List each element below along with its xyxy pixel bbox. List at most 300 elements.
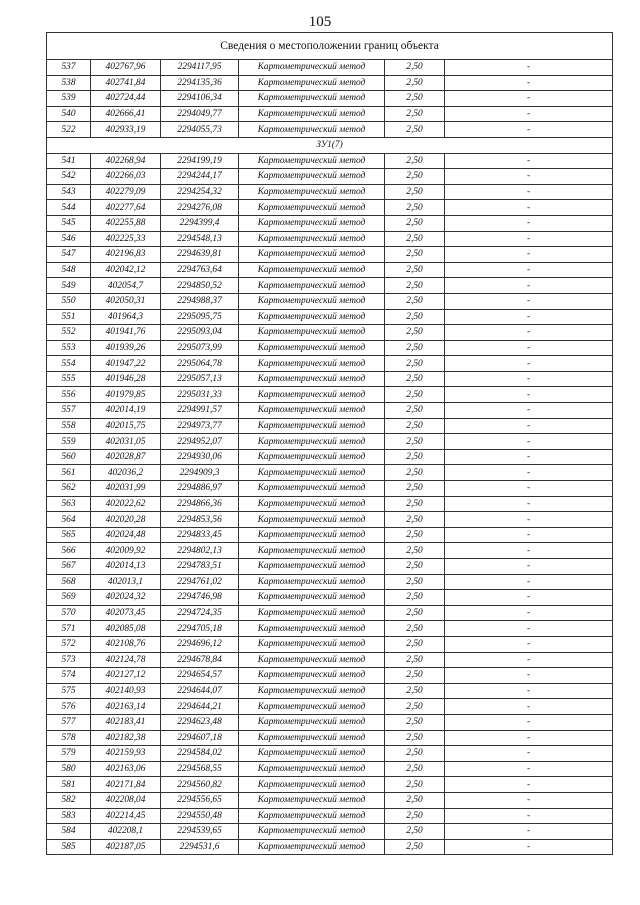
x-coordinate-cell: 402124,78 (91, 652, 161, 668)
remark-cell: - (445, 403, 613, 419)
precision-cell: 2,50 (385, 418, 445, 434)
precision-cell: 2,50 (385, 91, 445, 107)
precision-cell: 2,50 (385, 247, 445, 263)
y-coordinate-cell: 2294254,32 (161, 184, 239, 200)
method-cell: Картометрический метод (239, 184, 385, 200)
point-number-cell: 543 (47, 184, 91, 200)
precision-cell: 2,50 (385, 231, 445, 247)
point-number-cell: 538 (47, 75, 91, 91)
y-coordinate-cell: 2294746,98 (161, 590, 239, 606)
remark-cell: - (445, 387, 613, 403)
table-row (47, 247, 613, 263)
method-cell: Картометрический метод (239, 434, 385, 450)
precision-cell: 2,50 (385, 356, 445, 372)
y-coordinate-cell: 2294909,3 (161, 465, 239, 481)
table-row (47, 278, 613, 294)
table-row (47, 215, 613, 231)
precision-cell: 2,50 (385, 215, 445, 231)
table-row (47, 106, 613, 122)
table-row (47, 559, 613, 575)
precision-cell: 2,50 (385, 262, 445, 278)
method-cell: Картометрический метод (239, 309, 385, 325)
x-coordinate-cell: 402163,14 (91, 699, 161, 715)
y-coordinate-cell: 2294696,12 (161, 636, 239, 652)
y-coordinate-cell: 2294550,48 (161, 808, 239, 824)
remark-cell: - (445, 512, 613, 528)
precision-cell: 2,50 (385, 403, 445, 419)
remark-cell: - (445, 60, 613, 76)
table-row (47, 91, 613, 107)
point-number-cell: 581 (47, 777, 91, 793)
precision-cell: 2,50 (385, 278, 445, 294)
y-coordinate-cell: 2294135,36 (161, 75, 239, 91)
precision-cell: 2,50 (385, 200, 445, 216)
y-coordinate-cell: 2294850,52 (161, 278, 239, 294)
y-coordinate-cell: 2295073,99 (161, 340, 239, 356)
table-row (47, 824, 613, 840)
table-row (47, 200, 613, 216)
point-number-cell: 582 (47, 792, 91, 808)
x-coordinate-cell: 402028,87 (91, 449, 161, 465)
remark-cell: - (445, 761, 613, 777)
x-coordinate-cell: 402225,33 (91, 231, 161, 247)
y-coordinate-cell: 2294548,13 (161, 231, 239, 247)
precision-cell: 2,50 (385, 153, 445, 169)
y-coordinate-cell: 2294055,73 (161, 122, 239, 138)
precision-cell: 2,50 (385, 839, 445, 855)
point-number-cell: 580 (47, 761, 91, 777)
y-coordinate-cell: 2295093,04 (161, 325, 239, 341)
method-cell: Картометрический метод (239, 387, 385, 403)
table-row (47, 839, 613, 855)
x-coordinate-cell: 401946,28 (91, 371, 161, 387)
method-cell: Картометрический метод (239, 278, 385, 294)
table-row (47, 777, 613, 793)
x-coordinate-cell: 402666,41 (91, 106, 161, 122)
table-row (47, 730, 613, 746)
x-coordinate-cell: 402031,05 (91, 434, 161, 450)
point-number-cell: 556 (47, 387, 91, 403)
remark-cell: - (445, 792, 613, 808)
precision-cell: 2,50 (385, 75, 445, 91)
method-cell: Картометрический метод (239, 808, 385, 824)
method-cell: Картометрический метод (239, 605, 385, 621)
precision-cell: 2,50 (385, 465, 445, 481)
remark-cell: - (445, 184, 613, 200)
table-row (47, 60, 613, 76)
method-cell: Картометрический метод (239, 371, 385, 387)
x-coordinate-cell: 402187,05 (91, 839, 161, 855)
table-row (47, 481, 613, 497)
point-number-cell: 575 (47, 683, 91, 699)
table-row (47, 262, 613, 278)
precision-cell: 2,50 (385, 714, 445, 730)
table-row (47, 792, 613, 808)
point-number-cell: 554 (47, 356, 91, 372)
remark-cell: - (445, 340, 613, 356)
point-number-cell: 541 (47, 153, 91, 169)
y-coordinate-cell: 2294644,21 (161, 699, 239, 715)
remark-cell: - (445, 527, 613, 543)
remark-cell: - (445, 122, 613, 138)
remark-cell: - (445, 714, 613, 730)
table-row (47, 496, 613, 512)
y-coordinate-cell: 2294866,36 (161, 496, 239, 512)
point-number-cell: 572 (47, 636, 91, 652)
y-coordinate-cell: 2294623,48 (161, 714, 239, 730)
precision-cell: 2,50 (385, 730, 445, 746)
point-number-cell: 550 (47, 293, 91, 309)
method-cell: Картометрический метод (239, 527, 385, 543)
remark-cell: - (445, 371, 613, 387)
precision-cell: 2,50 (385, 792, 445, 808)
x-coordinate-cell: 402208,04 (91, 792, 161, 808)
precision-cell: 2,50 (385, 808, 445, 824)
table-row (47, 169, 613, 185)
table-body (47, 33, 613, 855)
method-cell: Картометрический метод (239, 75, 385, 91)
table-row (47, 465, 613, 481)
precision-cell: 2,50 (385, 683, 445, 699)
remark-cell: - (445, 824, 613, 840)
point-number-cell: 546 (47, 231, 91, 247)
x-coordinate-cell: 402266,03 (91, 169, 161, 185)
method-cell: Картометрический метод (239, 153, 385, 169)
remark-cell: - (445, 278, 613, 294)
remark-cell: - (445, 434, 613, 450)
table-row (47, 605, 613, 621)
y-coordinate-cell: 2294802,13 (161, 543, 239, 559)
method-cell: Картометрический метод (239, 683, 385, 699)
remark-cell: - (445, 465, 613, 481)
method-cell: Картометрический метод (239, 574, 385, 590)
x-coordinate-cell: 401964,3 (91, 309, 161, 325)
remark-cell: - (445, 356, 613, 372)
precision-cell: 2,50 (385, 60, 445, 76)
x-coordinate-cell: 402214,45 (91, 808, 161, 824)
precision-cell: 2,50 (385, 122, 445, 138)
x-coordinate-cell: 402159,93 (91, 746, 161, 762)
precision-cell: 2,50 (385, 371, 445, 387)
x-coordinate-cell: 402208,1 (91, 824, 161, 840)
table-row (47, 512, 613, 528)
table-row (47, 153, 613, 169)
x-coordinate-cell: 402140,93 (91, 683, 161, 699)
x-coordinate-cell: 402108,76 (91, 636, 161, 652)
point-number-cell: 571 (47, 621, 91, 637)
precision-cell: 2,50 (385, 309, 445, 325)
table-title: Сведения о местоположении границ объекта (47, 33, 613, 60)
table-row (47, 340, 613, 356)
y-coordinate-cell: 2294049,77 (161, 106, 239, 122)
method-cell: Картометрический метод (239, 293, 385, 309)
y-coordinate-cell: 2294276,08 (161, 200, 239, 216)
remark-cell: - (445, 699, 613, 715)
precision-cell: 2,50 (385, 559, 445, 575)
y-coordinate-cell: 2294106,34 (161, 91, 239, 107)
remark-cell: - (445, 481, 613, 497)
precision-cell: 2,50 (385, 449, 445, 465)
precision-cell: 2,50 (385, 512, 445, 528)
point-number-cell: 567 (47, 559, 91, 575)
x-coordinate-cell: 402933,19 (91, 122, 161, 138)
x-coordinate-cell: 402163,06 (91, 761, 161, 777)
x-coordinate-cell: 402024,32 (91, 590, 161, 606)
table-row (47, 527, 613, 543)
remark-cell: - (445, 839, 613, 855)
x-coordinate-cell: 401939,26 (91, 340, 161, 356)
table-row (47, 746, 613, 762)
point-number-cell: 562 (47, 481, 91, 497)
x-coordinate-cell: 402277,64 (91, 200, 161, 216)
point-number-cell: 551 (47, 309, 91, 325)
remark-cell: - (445, 200, 613, 216)
y-coordinate-cell: 2295031,33 (161, 387, 239, 403)
method-cell: Картометрический метод (239, 215, 385, 231)
x-coordinate-cell: 401941,76 (91, 325, 161, 341)
y-coordinate-cell: 2294399,4 (161, 215, 239, 231)
x-coordinate-cell: 402268,94 (91, 153, 161, 169)
x-coordinate-cell: 402020,28 (91, 512, 161, 528)
remark-cell: - (445, 262, 613, 278)
y-coordinate-cell: 2294952,07 (161, 434, 239, 450)
y-coordinate-cell: 2295057,13 (161, 371, 239, 387)
method-cell: Картометрический метод (239, 340, 385, 356)
method-cell: Картометрический метод (239, 231, 385, 247)
method-cell: Картометрический метод (239, 512, 385, 528)
y-coordinate-cell: 2294654,57 (161, 668, 239, 684)
x-coordinate-cell: 401979,85 (91, 387, 161, 403)
point-number-cell: 539 (47, 91, 91, 107)
y-coordinate-cell: 2294644,07 (161, 683, 239, 699)
remark-cell: - (445, 543, 613, 559)
method-cell: Картометрический метод (239, 730, 385, 746)
x-coordinate-cell: 402009,92 (91, 543, 161, 559)
method-cell: Картометрический метод (239, 621, 385, 637)
point-number-cell: 568 (47, 574, 91, 590)
remark-cell: - (445, 652, 613, 668)
precision-cell: 2,50 (385, 777, 445, 793)
point-number-cell: 540 (47, 106, 91, 122)
point-number-cell: 570 (47, 605, 91, 621)
point-number-cell: 557 (47, 403, 91, 419)
x-coordinate-cell: 402171,84 (91, 777, 161, 793)
remark-cell: - (445, 574, 613, 590)
method-cell: Картометрический метод (239, 792, 385, 808)
precision-cell: 2,50 (385, 527, 445, 543)
y-coordinate-cell: 2294973,77 (161, 418, 239, 434)
y-coordinate-cell: 2294539,65 (161, 824, 239, 840)
point-number-cell: 544 (47, 200, 91, 216)
method-cell: Картометрический метод (239, 356, 385, 372)
table-row (47, 356, 613, 372)
y-coordinate-cell: 2294199,19 (161, 153, 239, 169)
point-number-cell: 579 (47, 746, 91, 762)
x-coordinate-cell: 402255,88 (91, 215, 161, 231)
remark-cell: - (445, 730, 613, 746)
table-row (47, 325, 613, 341)
precision-cell: 2,50 (385, 434, 445, 450)
table-row (47, 574, 613, 590)
point-number-cell: 537 (47, 60, 91, 76)
method-cell: Картометрический метод (239, 169, 385, 185)
remark-cell: - (445, 496, 613, 512)
table-row (47, 449, 613, 465)
y-coordinate-cell: 2294763,64 (161, 262, 239, 278)
remark-cell: - (445, 325, 613, 341)
x-coordinate-cell: 402767,96 (91, 60, 161, 76)
table-row (47, 543, 613, 559)
method-cell: Картометрический метод (239, 746, 385, 762)
table-title-row (47, 33, 613, 60)
point-number-cell: 560 (47, 449, 91, 465)
remark-cell: - (445, 91, 613, 107)
table-row (47, 808, 613, 824)
y-coordinate-cell: 2294584,02 (161, 746, 239, 762)
remark-cell: - (445, 309, 613, 325)
method-cell: Картометрический метод (239, 590, 385, 606)
precision-cell: 2,50 (385, 621, 445, 637)
method-cell: Картометрический метод (239, 668, 385, 684)
method-cell: Картометрический метод (239, 247, 385, 263)
boundary-coordinates-table (46, 32, 613, 855)
x-coordinate-cell: 402127,12 (91, 668, 161, 684)
y-coordinate-cell: 2294560,82 (161, 777, 239, 793)
y-coordinate-cell: 2295095,75 (161, 309, 239, 325)
x-coordinate-cell: 402042,12 (91, 262, 161, 278)
precision-cell: 2,50 (385, 574, 445, 590)
table-row (47, 652, 613, 668)
table-row (47, 231, 613, 247)
method-cell: Картометрический метод (239, 122, 385, 138)
table-row (47, 309, 613, 325)
table-row (47, 184, 613, 200)
group-label: ЗУ1(7) (47, 137, 613, 153)
x-coordinate-cell: 402054,7 (91, 278, 161, 294)
remark-cell: - (445, 418, 613, 434)
precision-cell: 2,50 (385, 340, 445, 356)
point-number-cell: 559 (47, 434, 91, 450)
x-coordinate-cell: 401947,22 (91, 356, 161, 372)
y-coordinate-cell: 2294639,81 (161, 247, 239, 263)
y-coordinate-cell: 2294244,17 (161, 169, 239, 185)
point-number-cell: 564 (47, 512, 91, 528)
remark-cell: - (445, 777, 613, 793)
remark-cell: - (445, 215, 613, 231)
y-coordinate-cell: 2294724,35 (161, 605, 239, 621)
method-cell: Картометрический метод (239, 559, 385, 575)
y-coordinate-cell: 2294783,51 (161, 559, 239, 575)
precision-cell: 2,50 (385, 636, 445, 652)
precision-cell: 2,50 (385, 652, 445, 668)
table-row (47, 387, 613, 403)
remark-cell: - (445, 621, 613, 637)
method-cell: Картометрический метод (239, 262, 385, 278)
x-coordinate-cell: 402085,08 (91, 621, 161, 637)
precision-cell: 2,50 (385, 169, 445, 185)
table-row (47, 293, 613, 309)
x-coordinate-cell: 402050,31 (91, 293, 161, 309)
remark-cell: - (445, 683, 613, 699)
point-number-cell: 574 (47, 668, 91, 684)
remark-cell: - (445, 153, 613, 169)
y-coordinate-cell: 2294678,84 (161, 652, 239, 668)
method-cell: Картометрический метод (239, 481, 385, 497)
point-number-cell: 569 (47, 590, 91, 606)
method-cell: Картометрический метод (239, 325, 385, 341)
y-coordinate-cell: 2294886,97 (161, 481, 239, 497)
table-row (47, 75, 613, 91)
x-coordinate-cell: 402022,62 (91, 496, 161, 512)
x-coordinate-cell: 402196,83 (91, 247, 161, 263)
x-coordinate-cell: 402724,44 (91, 91, 161, 107)
point-number-cell: 573 (47, 652, 91, 668)
point-number-cell: 545 (47, 215, 91, 231)
remark-cell: - (445, 590, 613, 606)
x-coordinate-cell: 402741,84 (91, 75, 161, 91)
precision-cell: 2,50 (385, 481, 445, 497)
remark-cell: - (445, 668, 613, 684)
x-coordinate-cell: 402279,09 (91, 184, 161, 200)
precision-cell: 2,50 (385, 699, 445, 715)
group-row (47, 137, 613, 153)
precision-cell: 2,50 (385, 761, 445, 777)
y-coordinate-cell: 2294988,37 (161, 293, 239, 309)
precision-cell: 2,50 (385, 543, 445, 559)
table-row (47, 621, 613, 637)
y-coordinate-cell: 2294531,6 (161, 839, 239, 855)
precision-cell: 2,50 (385, 325, 445, 341)
remark-cell: - (445, 293, 613, 309)
remark-cell: - (445, 605, 613, 621)
y-coordinate-cell: 2294930,06 (161, 449, 239, 465)
x-coordinate-cell: 402013,1 (91, 574, 161, 590)
precision-cell: 2,50 (385, 106, 445, 122)
table-row (47, 122, 613, 138)
point-number-cell: 549 (47, 278, 91, 294)
point-number-cell: 584 (47, 824, 91, 840)
method-cell: Картометрический метод (239, 200, 385, 216)
method-cell: Картометрический метод (239, 543, 385, 559)
point-number-cell: 561 (47, 465, 91, 481)
x-coordinate-cell: 402183,41 (91, 714, 161, 730)
precision-cell: 2,50 (385, 387, 445, 403)
table-row (47, 636, 613, 652)
x-coordinate-cell: 402073,45 (91, 605, 161, 621)
precision-cell: 2,50 (385, 605, 445, 621)
x-coordinate-cell: 402182,38 (91, 730, 161, 746)
remark-cell: - (445, 106, 613, 122)
table-row (47, 590, 613, 606)
table-row (47, 434, 613, 450)
point-number-cell: 555 (47, 371, 91, 387)
table-row (47, 371, 613, 387)
x-coordinate-cell: 402015,75 (91, 418, 161, 434)
x-coordinate-cell: 402024,48 (91, 527, 161, 543)
point-number-cell: 583 (47, 808, 91, 824)
y-coordinate-cell: 2295064,78 (161, 356, 239, 372)
point-number-cell: 552 (47, 325, 91, 341)
page-number: 105 (308, 14, 332, 30)
point-number-cell: 585 (47, 839, 91, 855)
remark-cell: - (445, 559, 613, 575)
method-cell: Картометрический метод (239, 839, 385, 855)
table-row (47, 683, 613, 699)
method-cell: Картометрический метод (239, 91, 385, 107)
point-number-cell: 553 (47, 340, 91, 356)
remark-cell: - (445, 169, 613, 185)
remark-cell: - (445, 636, 613, 652)
